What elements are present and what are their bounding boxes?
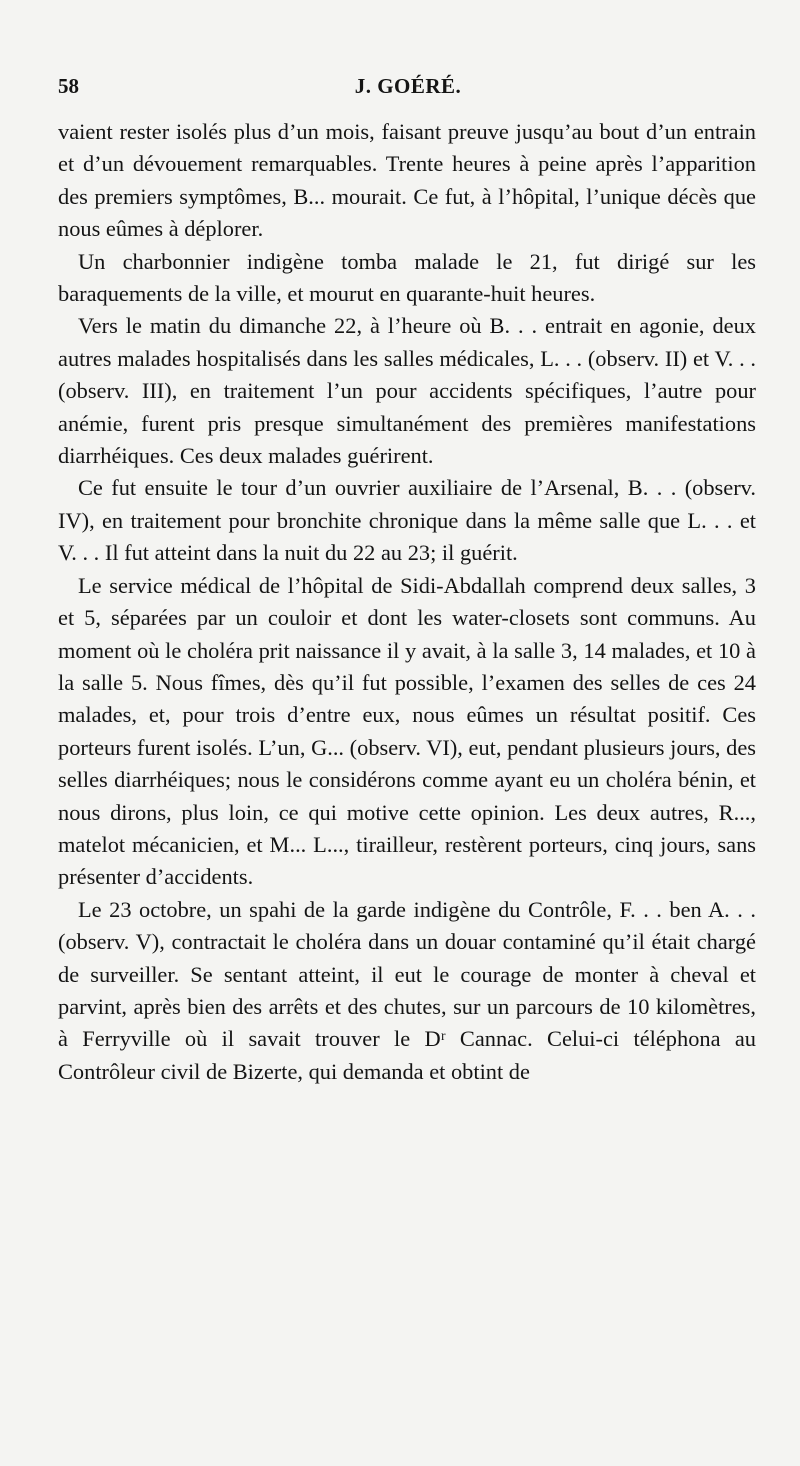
paragraph: Un charbonnier indigène tomba malade le 21, fut dirigé sur les baraquements de la ville, et mourut en quarante-huit heures.	[58, 248, 756, 307]
paragraph: Le service médical de l’hôpital de Sidi-Abdallah comprend deux salles, 3 et 5, séparées par un couloir et dont les water-closets sont communs. Au moment où le choléra prit naissance il y avait, à la salle 3, 14 malades, et 10 à la salle 5. Nous fîmes, dès qu’il fut possible, l’examen des selles de ces 24 malades, et, pour trois d’entre eux, nous eûmes un résultat positif. Ces porteurs furent isolés. L’un, G... (observ. VI), eut, pendant plusieurs jours, des selles diarrhéiques; nous le considérons comme ayant eu un choléra bénin, et nous dirons, plus loin, ce qui motive cette opinion. Les deux autres, R..., matelot mécanicien, et M... L..., tirailleur, restèrent porteurs, cinq jours, sans présenter d’accidents.	[58, 572, 756, 890]
paragraph: Le 23 octobre, un spahi de la garde indigène du Contrôle, F. . . ben A. . . (observ. V), contractait le choléra dans un douar contaminé qu’il était chargé de surveiller. Se sentant atteint, il eut le courage de monter à cheval et parvint, après bien des arrêts et des chutes, sur un parcours de 10 kilomètres, à Ferryville où il savait trouver le Dʳ Cannac. Celui-ci téléphona au Contrôleur civil de Bizerte, qui demanda et obtint de	[58, 896, 756, 1084]
page-number: 58	[58, 74, 79, 98]
page-header	[58, 74, 758, 104]
body-text	[58, 116, 756, 1088]
paragraph: Ce fut ensuite le tour d’un ouvrier auxiliaire de l’Arsenal, B. . . (observ. IV), en traitement pour bronchite chronique dans la même salle que L. . . et V. . . Il fut atteint dans la nuit du 22 au 23; il guérit.	[58, 475, 756, 566]
paragraph: Vers le matin du dimanche 22, à l’heure où B. . . entrait en agonie, deux autres malades hospitalisés dans les salles médicales, L. . . (observ. II) et V. . . (observ. III), en traitement l’un pour accidents spécifiques, l’autre pour anémie, furent pris presque simultanément des premières manifestations diarrhéiques. Ces deux malades guérirent.	[58, 313, 756, 469]
running-head: J. GOÉRÉ.	[354, 74, 462, 98]
paragraph-continuation: vaient rester isolés plus d’un mois, faisant preuve jusqu’au bout d’un entrain et d’un dévouement remarquables. Trente heures à peine après l’apparition des premiers symptômes, B... mourait. Ce fut, à l’hôpital, l’unique décès que nous eûmes à déplorer.	[58, 119, 756, 242]
